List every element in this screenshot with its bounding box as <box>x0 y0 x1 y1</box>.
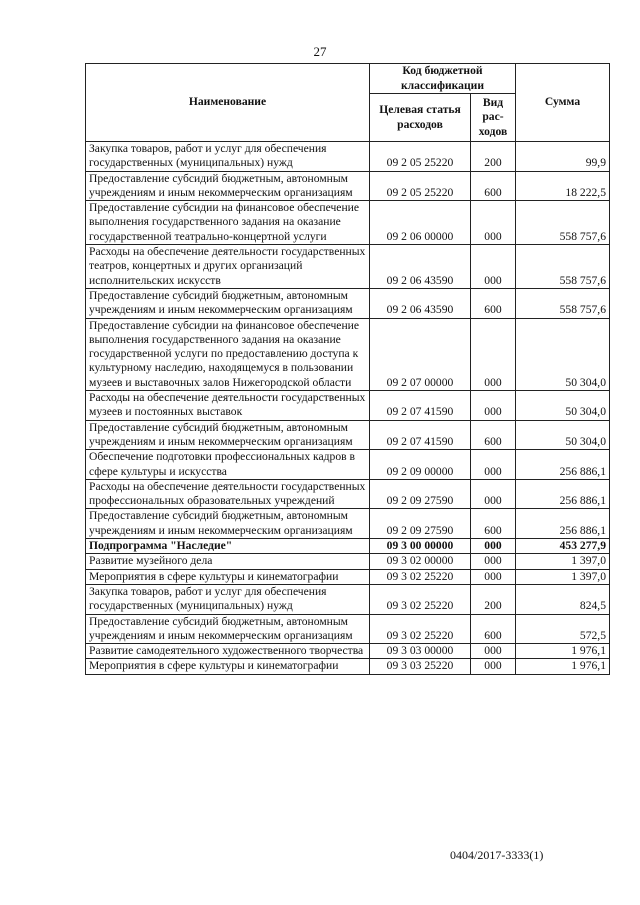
table-row <box>86 201 610 245</box>
row-name: Обеспечение подготовки профессиональных кадров в сфере культуры и искусства <box>86 450 370 480</box>
table-row <box>86 539 610 554</box>
row-type: 000 <box>471 245 516 289</box>
row-sum: 1 397,0 <box>516 554 610 569</box>
row-name: Мероприятия в сфере культуры и кинематографии <box>86 569 370 584</box>
row-code: 09 2 06 00000 <box>370 201 471 245</box>
table-row <box>86 391 610 421</box>
row-sum: 1 976,1 <box>516 644 610 659</box>
row-sum: 1 397,0 <box>516 569 610 584</box>
row-code: 09 2 09 27590 <box>370 479 471 509</box>
header-sum: Сумма <box>516 64 610 142</box>
row-name: Предоставление субсидий бюджетным, автономным учреждениям и иным некоммерческим организациям <box>86 171 370 201</box>
row-name: Развитие самодеятельного художественного творчества <box>86 644 370 659</box>
table-row <box>86 420 610 450</box>
table-row <box>86 644 610 659</box>
row-sum: 453 277,9 <box>516 539 610 554</box>
row-type: 000 <box>471 318 516 390</box>
row-name: Закупка товаров, работ и услуг для обеспечения государственных (муниципальных) нужд <box>86 142 370 172</box>
row-code: 09 2 05 25220 <box>370 171 471 201</box>
row-code: 09 3 00 00000 <box>370 539 471 554</box>
row-code: 09 2 07 41590 <box>370 391 471 421</box>
row-type: 000 <box>471 659 516 674</box>
row-sum: 558 757,6 <box>516 201 610 245</box>
table-row <box>86 171 610 201</box>
table-row <box>86 659 610 674</box>
row-code: 09 3 02 25220 <box>370 584 471 614</box>
row-type: 200 <box>471 142 516 172</box>
table-row <box>86 569 610 584</box>
row-type: 000 <box>471 450 516 480</box>
row-name: Предоставление субсидии на финансовое обеспечение выполнения государственного задания на оказание государственной услуги по предоставлению доступа к культурному наследию, находящемуся в пользовании музеев и выставочных залов Нижегородской области <box>86 318 370 390</box>
row-name: Расходы на обеспечение деятельности государственных профессиональных образовательных учреждений <box>86 479 370 509</box>
row-sum: 50 304,0 <box>516 391 610 421</box>
row-code: 09 3 02 25220 <box>370 614 471 644</box>
row-name: Предоставление субсидий бюджетным, автономным учреждениям и иным некоммерческим организациям <box>86 420 370 450</box>
header-name: Наименование <box>86 64 370 142</box>
row-name: Расходы на обеспечение деятельности государственных музеев и постоянных выставок <box>86 391 370 421</box>
row-name: Мероприятия в сфере культуры и кинематографии <box>86 659 370 674</box>
table-row <box>86 479 610 509</box>
row-name: Подпрограмма "Наследие" <box>86 539 370 554</box>
row-type: 600 <box>471 420 516 450</box>
header-target-article: Целевая статья расходов <box>370 94 471 142</box>
row-type: 600 <box>471 509 516 539</box>
row-sum: 256 886,1 <box>516 450 610 480</box>
row-sum: 99,9 <box>516 142 610 172</box>
row-type: 200 <box>471 584 516 614</box>
table-row <box>86 554 610 569</box>
row-name: Предоставление субсидий бюджетным, автономным учреждениям и иным некоммерческим организациям <box>86 509 370 539</box>
row-code: 09 2 07 41590 <box>370 420 471 450</box>
row-code: 09 2 07 00000 <box>370 318 471 390</box>
row-type: 600 <box>471 288 516 318</box>
row-code: 09 2 05 25220 <box>370 142 471 172</box>
row-sum: 50 304,0 <box>516 318 610 390</box>
row-code: 09 3 02 25220 <box>370 569 471 584</box>
row-sum: 256 886,1 <box>516 509 610 539</box>
row-sum: 1 976,1 <box>516 659 610 674</box>
row-name: Закупка товаров, работ и услуг для обеспечения государственных (муниципальных) нужд <box>86 584 370 614</box>
row-name: Предоставление субсидий бюджетным, автономным учреждениям и иным некоммерческим организациям <box>86 614 370 644</box>
row-code: 09 3 03 00000 <box>370 644 471 659</box>
table-row <box>86 245 610 289</box>
table-body <box>86 142 610 675</box>
row-type: 000 <box>471 479 516 509</box>
row-code: 09 2 06 43590 <box>370 288 471 318</box>
budget-table <box>85 63 610 675</box>
row-sum: 572,5 <box>516 614 610 644</box>
table-row <box>86 318 610 390</box>
row-sum: 50 304,0 <box>516 420 610 450</box>
row-type: 000 <box>471 391 516 421</box>
row-code: 09 2 09 00000 <box>370 450 471 480</box>
row-type: 600 <box>471 614 516 644</box>
row-code: 09 3 02 00000 <box>370 554 471 569</box>
table-row <box>86 288 610 318</box>
row-name: Предоставление субсидии на финансовое обеспечение выполнения государственного задания на оказание государственной театрально-концертной услуги <box>86 201 370 245</box>
row-type: 000 <box>471 569 516 584</box>
row-code: 09 3 03 25220 <box>370 659 471 674</box>
row-code: 09 2 06 43590 <box>370 245 471 289</box>
header-classification: Код бюджетной классификации <box>370 64 516 94</box>
row-name: Расходы на обеспечение деятельности государственных театров, концертных и других организаций исполнительских искусств <box>86 245 370 289</box>
row-sum: 824,5 <box>516 584 610 614</box>
row-type: 000 <box>471 554 516 569</box>
row-name: Развитие музейного дела <box>86 554 370 569</box>
row-type: 000 <box>471 644 516 659</box>
document-code: 0404/2017-3333(1) <box>450 848 544 862</box>
page-number: 27 <box>313 44 327 59</box>
row-type: 600 <box>471 171 516 201</box>
row-sum: 558 757,6 <box>516 245 610 289</box>
table-row <box>86 614 610 644</box>
table-row <box>86 450 610 480</box>
row-sum: 256 886,1 <box>516 479 610 509</box>
header-expense-type: Вид рас-ходов <box>471 94 516 142</box>
row-sum: 558 757,6 <box>516 288 610 318</box>
row-sum: 18 222,5 <box>516 171 610 201</box>
row-code: 09 2 09 27590 <box>370 509 471 539</box>
row-name: Предоставление субсидий бюджетным, автономным учреждениям и иным некоммерческим организациям <box>86 288 370 318</box>
table-row <box>86 584 610 614</box>
row-type: 000 <box>471 201 516 245</box>
table-row <box>86 509 610 539</box>
row-type: 000 <box>471 539 516 554</box>
table-row <box>86 142 610 172</box>
